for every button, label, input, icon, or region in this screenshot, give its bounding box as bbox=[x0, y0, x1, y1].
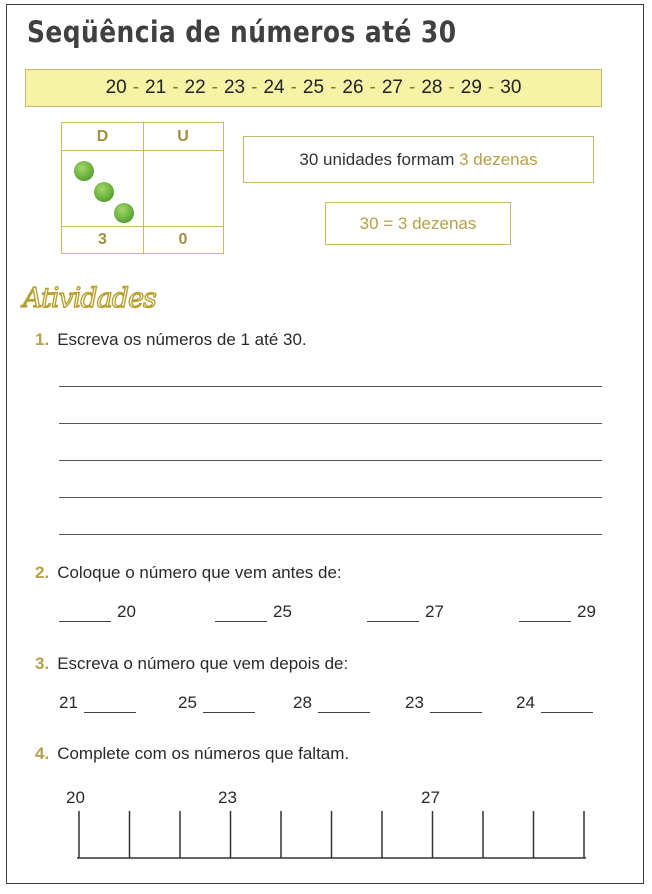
given-number: 21 bbox=[59, 693, 78, 712]
sequence-number: 26 bbox=[342, 77, 364, 98]
number-line-label: 27 bbox=[421, 788, 440, 807]
question-text: Coloque o número que vem antes de: bbox=[57, 563, 342, 582]
sequence-separator: - bbox=[290, 77, 297, 98]
sequence-number: 29 bbox=[460, 77, 482, 98]
sequence-number: 28 bbox=[421, 77, 443, 98]
page-title: Seqüência de números até 30 bbox=[27, 15, 457, 49]
sequence-separator: - bbox=[211, 77, 218, 98]
given-number: 27 bbox=[425, 602, 444, 621]
sequence-number: 27 bbox=[381, 77, 403, 98]
sequence-number: 30 bbox=[500, 77, 522, 98]
sequence-separator: - bbox=[487, 77, 495, 98]
units-header: U bbox=[143, 123, 223, 151]
question-text: Escreva os números de 1 até 30. bbox=[57, 330, 307, 349]
sequence-separator: - bbox=[409, 77, 416, 98]
sequence-separator: - bbox=[369, 77, 376, 98]
sequence-number: 21 bbox=[145, 77, 167, 98]
worksheet bbox=[6, 4, 644, 884]
number-line bbox=[7, 5, 643, 883]
sequence-number: 25 bbox=[302, 77, 325, 98]
units-value: 0 bbox=[143, 226, 223, 253]
number-line-label: 20 bbox=[66, 788, 85, 807]
given-number: 25 bbox=[178, 693, 197, 712]
section-title: Atividades bbox=[23, 283, 156, 314]
info-highlight: 3 dezenas bbox=[459, 149, 538, 169]
question-number: 2. bbox=[35, 563, 50, 582]
sequence-separator: - bbox=[448, 77, 455, 98]
question-text: Escreva o número que vem depois de: bbox=[57, 654, 349, 673]
given-number: 24 bbox=[516, 693, 535, 712]
sequence-number: 20 bbox=[105, 77, 127, 98]
sequence-separator: - bbox=[132, 77, 140, 98]
question-number: 1. bbox=[35, 330, 50, 349]
question-text: Complete com os números que faltam. bbox=[57, 744, 350, 763]
given-number: 28 bbox=[293, 693, 312, 712]
number-line-label: 23 bbox=[218, 788, 237, 807]
question-number: 3. bbox=[35, 654, 50, 673]
sequence-number: 22 bbox=[184, 77, 206, 98]
tens-header: D bbox=[62, 123, 143, 151]
sequence-separator: - bbox=[330, 77, 337, 98]
question-number: 4. bbox=[35, 744, 50, 763]
given-number: 25 bbox=[273, 602, 292, 621]
sequence-number: 24 bbox=[263, 77, 285, 98]
info-box-equation: 30 = 3 dezenas bbox=[325, 202, 511, 245]
given-number: 23 bbox=[405, 693, 424, 712]
sequence-number: 23 bbox=[223, 77, 246, 98]
sequence-separator: - bbox=[172, 77, 179, 98]
given-number: 29 bbox=[577, 602, 596, 621]
given-number: 20 bbox=[117, 602, 136, 621]
info-text: 30 unidades formam bbox=[299, 149, 460, 169]
tens-value: 3 bbox=[62, 226, 143, 253]
sequence-separator: - bbox=[251, 77, 258, 98]
